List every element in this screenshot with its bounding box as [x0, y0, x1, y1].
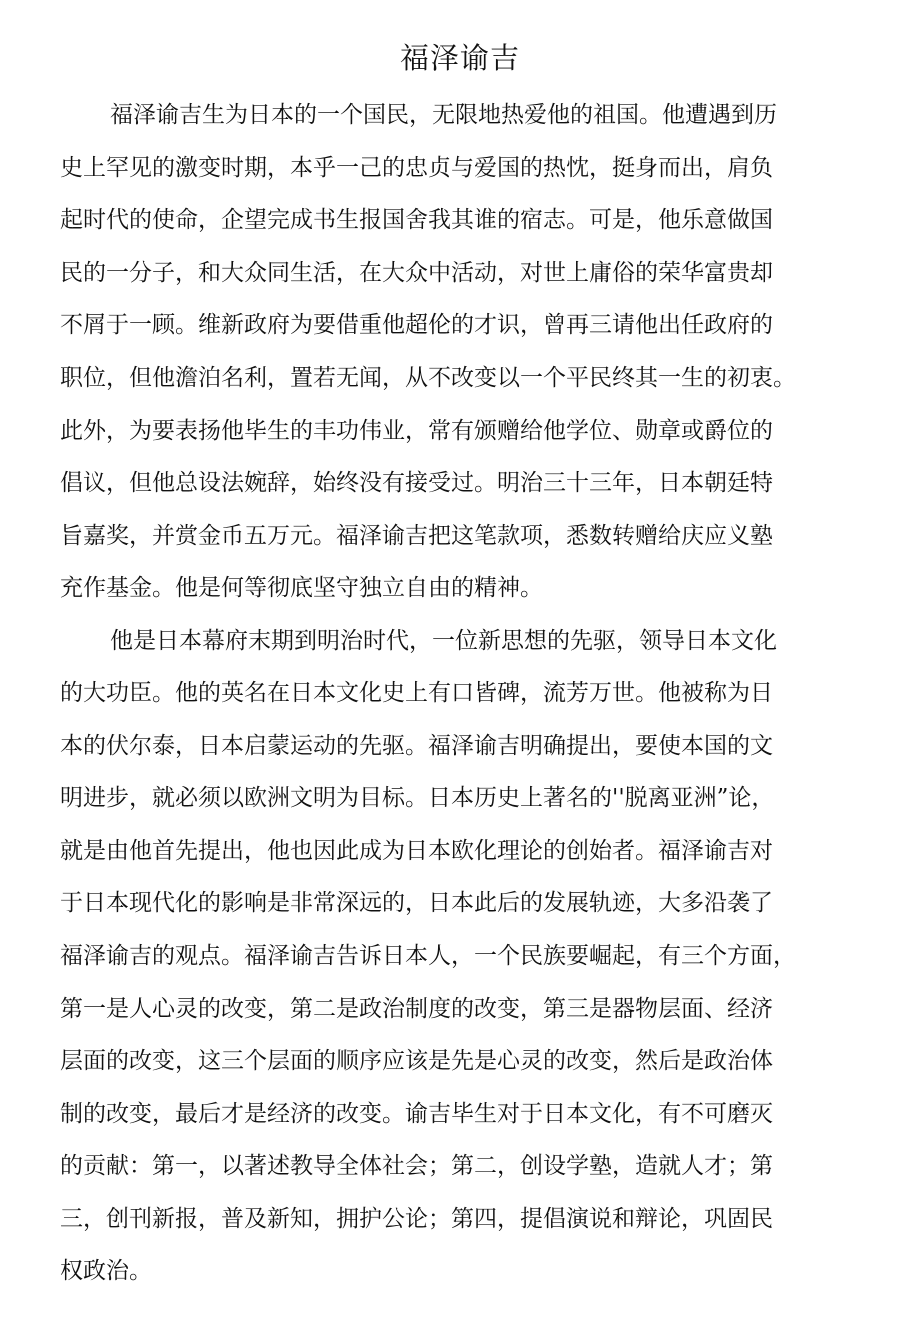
paragraph-1-line-9: 旨嘉奖，并赏金币五万元。福泽谕吉把这笔款项，悉数转赠给庆应义塾	[60, 523, 773, 549]
paragraph-1-line-2: 史上罕见的激变时期，本乎一己的忠贞与爱国的热忱，挺身而出，肩负	[60, 155, 773, 181]
paragraph-2-line-12: 三，创刊新报，普及新知，拥护公论；第四，提倡演说和辩论，巩固民	[60, 1206, 773, 1232]
paragraph-1-line-10: 充作基金。他是何等彻底坚守独立自由的精神。	[60, 575, 543, 601]
paragraph-2-line-13: 权政治。	[60, 1258, 152, 1284]
paragraph-1-line-4: 民的一分子，和大众同生活，在大众中活动，对世上庸俗的荣华富贵却	[60, 260, 773, 286]
paragraph-2-line-5: 就是由他首先提出，他也因此成为日本欧化理论的创始者。福泽谕吉对	[60, 838, 773, 864]
paragraph-2-line-7: 福泽谕吉的观点。福泽谕吉告诉日本人，一个民族要崛起，有三个方面，	[60, 943, 796, 969]
paragraph-1-line-7: 此外，为要表扬他毕生的丰功伟业，常有颁赠给他学位、勋章或爵位的	[60, 418, 773, 444]
paragraph-2-line-2: 的大功臣。他的英名在日本文化史上有口皆碑，流芳万世。他被称为日	[60, 680, 773, 706]
paragraph-2-line-1: 他是日本幕府末期到明治时代，一位新思想的先驱，领导日本文化	[110, 628, 777, 654]
paragraph-2-line-6: 于日本现代化的影响是非常深远的，日本此后的发展轨迹，大多沿袭了	[60, 890, 773, 916]
paragraph-1-line-6: 职位，但他澹泊名利，置若无闻，从不改变以一个平民终其一生的初衷。	[60, 365, 796, 391]
paragraph-2-line-10: 制的改变，最后才是经济的改变。谕吉毕生对于日本文化，有不可磨灭	[60, 1101, 773, 1127]
paragraph-2-line-9: 层面的改变，这三个层面的顺序应该是先是心灵的改变，然后是政治体	[60, 1048, 773, 1074]
paragraph-1-line-3: 起时代的使命，企望完成书生报国舍我其谁的宿志。可是，他乐意做国	[60, 207, 773, 233]
paragraph-1-line-5: 不屑于一顾。维新政府为要借重他超伦的才识，曾再三请他出任政府的	[60, 312, 773, 338]
paragraph-1-line-8: 倡议，但他总设法婉辞，始终没有接受过。明治三十三年，日本朝廷特	[60, 470, 773, 496]
paragraph-2-line-4: 明进步，就必须以欧洲文明为目标。日本历史上著名的''脱离亚洲”论，	[60, 785, 775, 811]
page-title: 福泽谕吉	[399, 41, 520, 75]
paragraph-2-line-8: 第一是人心灵的改变，第二是政治制度的改变，第三是器物层面、经济	[60, 996, 773, 1022]
paragraph-2-line-3: 本的伏尔泰，日本启蒙运动的先驱。福泽谕吉明确提出，要使本国的文	[60, 733, 773, 759]
paragraph-1-line-1: 福泽谕吉生为日本的一个国民，无限地热爱他的祖国。他遭遇到历	[110, 102, 777, 128]
paragraph-2-line-11: 的贡献：第一，以著述教导全体社会；第二，创设学塾，造就人才；第	[60, 1153, 773, 1179]
